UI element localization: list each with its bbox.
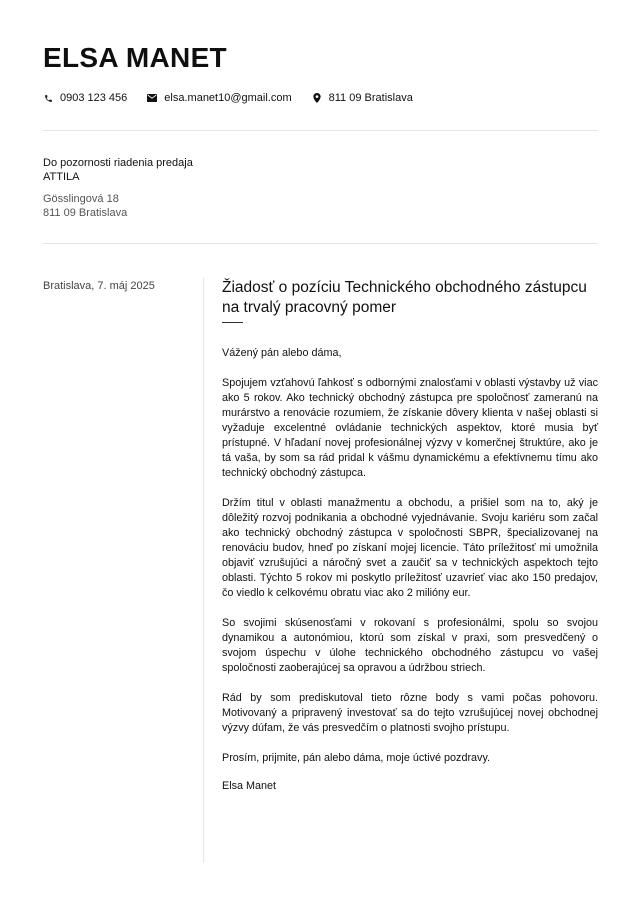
recipient-street: Gösslingová 18 bbox=[43, 193, 119, 205]
letter-paragraph: Spojujem vzťahovú ľahkosť s odbornými znalosťami v oblasti výstavby už viac ako 5 rokov. Ako technický obchodný zástupca pre spoločnosť zameranú na murárstvo a renovácie rozumiem, že získanie dôvery klienta v našej oblasti si vyžaduje excelentné ovládanie technických aspektov, ktoré musia byť prístupné. V hľadaní novej profesionálnej výzvy v komerčnej štruktúre, ako je tá vaša, by som sa rád pridal k vášmu dynamickému a efektívnemu tímu ako technický obchodný zástupca. bbox=[222, 377, 598, 479]
location-text: 811 09 Bratislava bbox=[328, 92, 413, 104]
letter-body bbox=[222, 278, 598, 794]
contact-info bbox=[43, 90, 433, 106]
contact-phone bbox=[43, 90, 127, 106]
phone-text: 0903 123 456 bbox=[60, 92, 128, 104]
recipient-block bbox=[43, 156, 193, 220]
phone-icon bbox=[43, 93, 53, 103]
letter-closing: Prosím, prijmite, pán alebo dáma, moje úctivé pozdravy. bbox=[222, 752, 491, 764]
column-divider bbox=[203, 278, 204, 863]
header-divider bbox=[43, 130, 598, 131]
recipient-city: 811 09 Bratislava bbox=[43, 207, 128, 219]
recipient-company: ATTILA bbox=[43, 171, 80, 183]
recipient-attention: Do pozornosti riadenia predaja bbox=[43, 157, 193, 169]
contact-email bbox=[147, 90, 291, 106]
applicant-name: ELSA MANET bbox=[43, 42, 227, 73]
letter-paragraph: Rád by som prediskutoval tieto rôzne body s vami počas pohovoru. Motivovaný a pripravený investovať sa do tejto vzrušujúcej novej obchodnej výzvy dúfam, že vás presvedčím o platnosti svojho prístupu. bbox=[222, 692, 598, 734]
subject-underline bbox=[222, 322, 243, 323]
letter-date: Bratislava, 7. máj 2025 bbox=[43, 280, 155, 292]
letter-subject: Žiadosť o pozíciu Technického obchodného zástupcu na trvalý pracovný pomer bbox=[222, 279, 587, 316]
letter-signature: Elsa Manet bbox=[222, 780, 277, 792]
letter-paragraph: So svojimi skúsenosťami v rokovaní s profesionálmi, spolu so svojou dynamikou a autonómiou, ktorú som získal v praxi, som presvedčený o svojom úspechu v úlohe technického obchodného zástupcu vo vašej spoločnosti zaoberajúcej sa opravou a údržbou striech. bbox=[222, 617, 598, 674]
email-text: elsa.manet10@gmail.com bbox=[164, 92, 292, 104]
recipient-divider bbox=[43, 243, 598, 244]
envelope-icon bbox=[147, 93, 157, 103]
contact-location bbox=[312, 90, 413, 106]
letter-paragraph: Držím titul v oblasti manažmentu a obchodu, a prišiel som na to, aký je dôležitý rozvoj podnikania a obchodné vyjednávanie. Svoju kariéru som začal ako technický obchodný zástupca v spoločnosti SBPR, špecializovanej na renováciu budov, hneď po získaní mojej licencie. Táto príležitosť mi umožnila objaviť vzrušujúci a náročný svet a zaučiť sa v technických aspektoch tejto oblasti. Týchto 5 rokov mi poskytlo príležitosť uzavrieť viac ako 150 predajov, čo viedlo k celkovému obratu viac ako 2 milióny eur. bbox=[222, 497, 598, 599]
letter-salutation: Vážený pán alebo dáma, bbox=[222, 347, 342, 359]
map-pin-icon bbox=[312, 93, 322, 103]
